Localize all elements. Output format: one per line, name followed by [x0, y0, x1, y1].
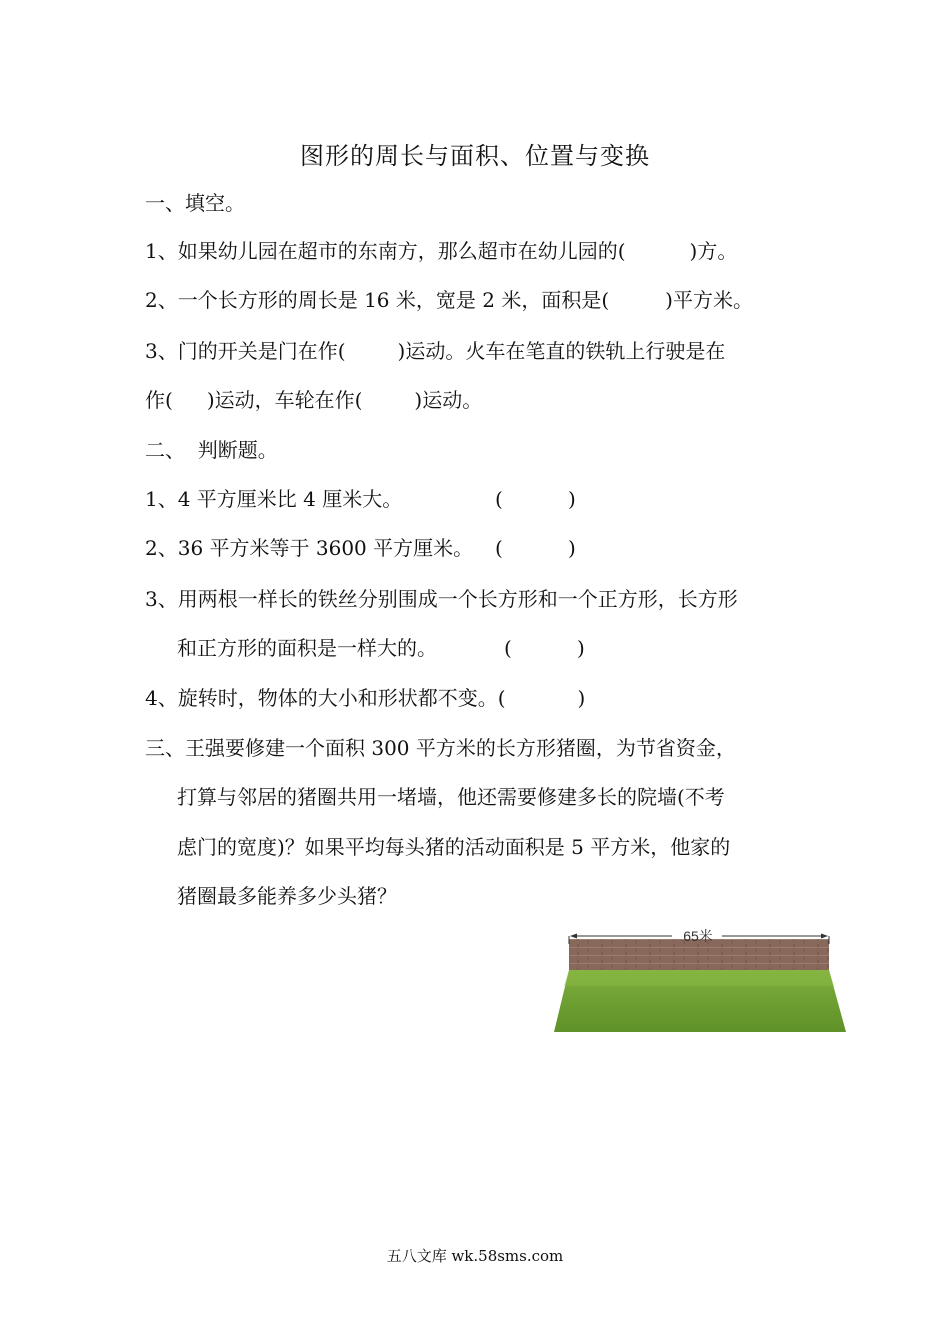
- fill-question-1-post: )方。: [689, 239, 738, 263]
- judge-question-3-line1: 3、用两根一样长的铁丝分别围成一个长方形和一个正方形，长方形: [145, 587, 738, 611]
- fill-question-3b-pre: 作(: [145, 388, 173, 412]
- fill-question-2-pre: 2、一个长方形的周长是 16 米，宽是 2 米，面积是(: [145, 288, 610, 312]
- judge-paren-close: ): [577, 686, 586, 710]
- fill-question-2: [145, 285, 753, 315]
- word-problem-line1: 三、王强要修建一个面积 300 平方米的长方形猪圈，为节省资金，: [145, 736, 736, 760]
- judge-question-1: [145, 484, 576, 514]
- wall-and-lawn-image: [552, 924, 848, 1032]
- page-title: 图形的周长与面积、位置与变换: [300, 142, 650, 170]
- judge-question-2: [145, 533, 576, 563]
- judge-paren-open: (: [504, 636, 512, 660]
- judge-question-3-text: 和正方形的面积是一样大的。: [177, 636, 437, 660]
- judge-paren-open: (: [495, 536, 503, 560]
- section1-heading: 一、填空。: [145, 191, 245, 215]
- footer-watermark: 五八文库 wk.58sms.com: [386, 1247, 564, 1265]
- fill-question-3-line2: [145, 385, 482, 415]
- word-problem-line3: 虑门的宽度)？如果平均每头猪的活动面积是 5 平方米，他家的: [177, 835, 731, 859]
- fill-question-1: [145, 236, 737, 266]
- judge-paren-close: ): [568, 487, 576, 511]
- word-problem-line2: 打算与邻居的猪圈共用一堵墙，他还需要修建多长的院墙(不考: [177, 785, 725, 809]
- fill-question-3-post: )运动。火车在笔直的铁轨上行驶是在: [397, 339, 726, 363]
- pigpen-illustration: [552, 924, 848, 1032]
- section2-heading: [145, 435, 278, 465]
- judge-paren-close: ): [568, 536, 576, 560]
- fill-question-3-line1: [145, 336, 725, 366]
- fill-question-2-post: )平方米。: [665, 288, 753, 312]
- section2-heading-text: 二、 判断题。: [145, 438, 278, 462]
- fill-question-3b-post: )运动。: [414, 388, 483, 412]
- judge-paren-open: (: [495, 487, 503, 511]
- judge-question-1-text: 1、4 平方厘米比 4 厘米大。: [145, 487, 403, 511]
- fill-question-3-pre: 3、门的开关是门在作(: [145, 339, 346, 363]
- judge-question-4: [145, 683, 585, 713]
- word-problem-line4: 猪圈最多能养多少头猪？: [177, 884, 397, 908]
- judge-question-3-line2: [177, 633, 585, 663]
- wall-length-label: 65米: [683, 928, 713, 944]
- fill-question-3b-mid: )运动，车轮在作(: [206, 388, 363, 412]
- judge-question-4-text: 4、旋转时，物体的大小和形状都不变。(: [145, 686, 506, 710]
- judge-question-2-text: 2、36 平方米等于 3600 平方厘米。: [145, 536, 474, 560]
- fill-question-1-pre: 1、如果幼儿园在超市的东南方，那么超市在幼儿园的(: [145, 239, 626, 263]
- judge-paren-close: ): [577, 636, 585, 660]
